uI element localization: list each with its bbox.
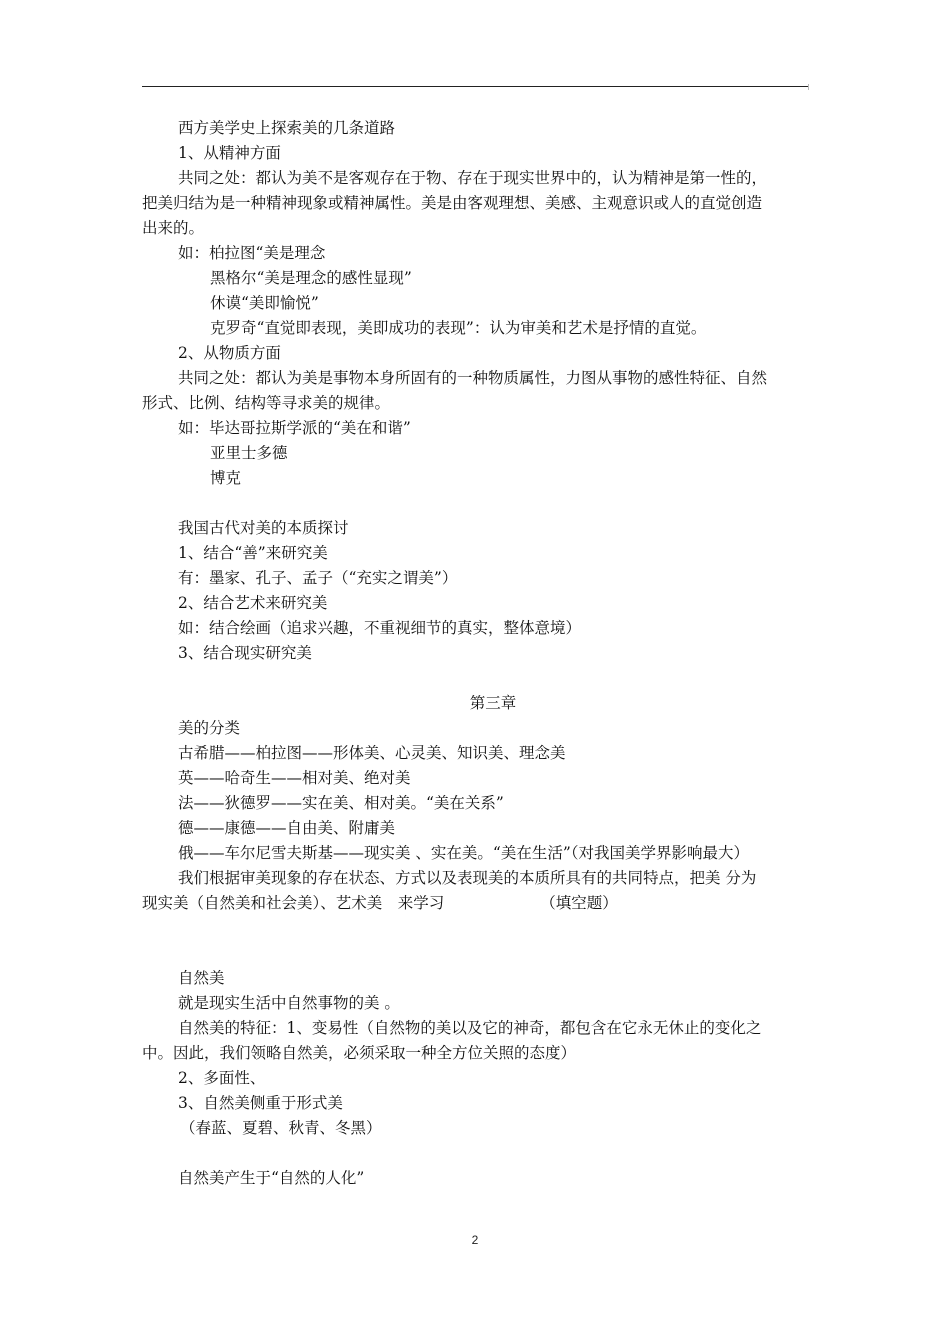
paragraph-line: 自然美产生于“自然的人化”: [178, 1169, 365, 1187]
list-item: 德——康德——自由美、附庸美: [178, 819, 396, 837]
header-rule: [142, 86, 808, 87]
example-line: 亚里士多德: [210, 444, 288, 462]
list-item: 1、结合“善”来研究美: [178, 544, 328, 562]
list-item: 3、自然美侧重于形式美: [178, 1094, 343, 1112]
list-item: 2、从物质方面: [178, 344, 281, 362]
paragraph-line: 自然美的特征：1、变易性（自然物的美以及它的神奇，都包含在它永无休止的变化之: [178, 1019, 762, 1037]
paragraph-text: 现实美（自然美和社会美）、艺术美 来学习: [142, 894, 445, 912]
spacer: [142, 666, 810, 691]
paragraph-line: 就是现实生活中自然事物的美 。: [178, 994, 400, 1012]
list-item: 2、多面性、: [178, 1069, 266, 1087]
paragraph-line: [142, 891, 810, 916]
section-title: 西方美学史上探索美的几条道路: [178, 119, 396, 137]
paragraph-line: 共同之处：都认为美不是客观存在于物、存在于现实世界中的，认为精神是第一性的，: [178, 169, 768, 187]
paragraph-line: 共同之处：都认为美是事物本身所固有的一种物质属性，力图从事物的感性特征、自然: [178, 369, 768, 387]
paragraph-line: 把美归结为是一种精神现象或精神属性。美是由客观理想、美感、主观意识或人的直觉创造: [142, 194, 763, 212]
paragraph-line: 中。因此，我们领略自然美，必须采取一种全方位关照的态度）: [142, 1044, 577, 1062]
list-item: 俄——车尔尼雪夫斯基——现实美 、实在美。“美在生活”（对我国美学界影响最大）: [178, 844, 750, 862]
spacer: [142, 491, 810, 516]
section-title: 美的分类: [178, 719, 241, 737]
list-item: 英——哈奇生——相对美、绝对美: [178, 769, 411, 787]
page-number: 2: [471, 1233, 479, 1247]
spacer: [142, 1141, 810, 1166]
fill-in-note: （填空题）: [540, 894, 618, 912]
example-line: 克罗奇“直觉即表现，美即成功的表现”：认为审美和艺术是抒情的直觉。: [210, 319, 707, 337]
list-item: 有：墨家、孔子、孟子（“充实之谓美”）: [178, 569, 458, 587]
paragraph-line: 我们根据审美现象的存在状态、方式以及表现美的本质所具有的共同特点，把美 分为: [178, 869, 757, 887]
header-rule-tick: [808, 84, 809, 90]
list-item: 1、从精神方面: [178, 144, 281, 162]
example-line: 如：毕达哥拉斯学派的“美在和谐”: [178, 419, 411, 437]
paragraph-line: 形式、比例、结构等寻求美的规律。: [142, 394, 391, 412]
paragraph-line: 出来的。: [142, 219, 205, 237]
example-line: 如：柏拉图“美是理念: [178, 244, 326, 262]
example-line: 博克: [210, 469, 242, 487]
chapter-heading: 第三章: [469, 694, 517, 712]
list-item: 如：结合绘画（追求兴趣，不重视细节的真实，整体意境）: [178, 619, 582, 637]
section-title: 我国古代对美的本质探讨: [178, 519, 349, 537]
list-item: 法——狄德罗——实在美、相对美。“美在关系”: [178, 794, 504, 812]
list-item: 古希腊——柏拉图——形体美、心灵美、知识美、理念美: [178, 744, 566, 762]
list-item: 3、结合现实研究美: [178, 644, 312, 662]
list-item: 2、结合艺术来研究美: [178, 594, 328, 612]
example-line: 休谟“美即愉悦”: [210, 294, 319, 312]
document-body: [142, 116, 810, 1191]
list-item: （春蓝、夏碧、秋青、冬黑）: [180, 1119, 382, 1137]
section-title: 自然美: [178, 969, 225, 987]
example-line: 黑格尔“美是理念的感性显现”: [210, 269, 412, 287]
spacer: [142, 916, 810, 966]
